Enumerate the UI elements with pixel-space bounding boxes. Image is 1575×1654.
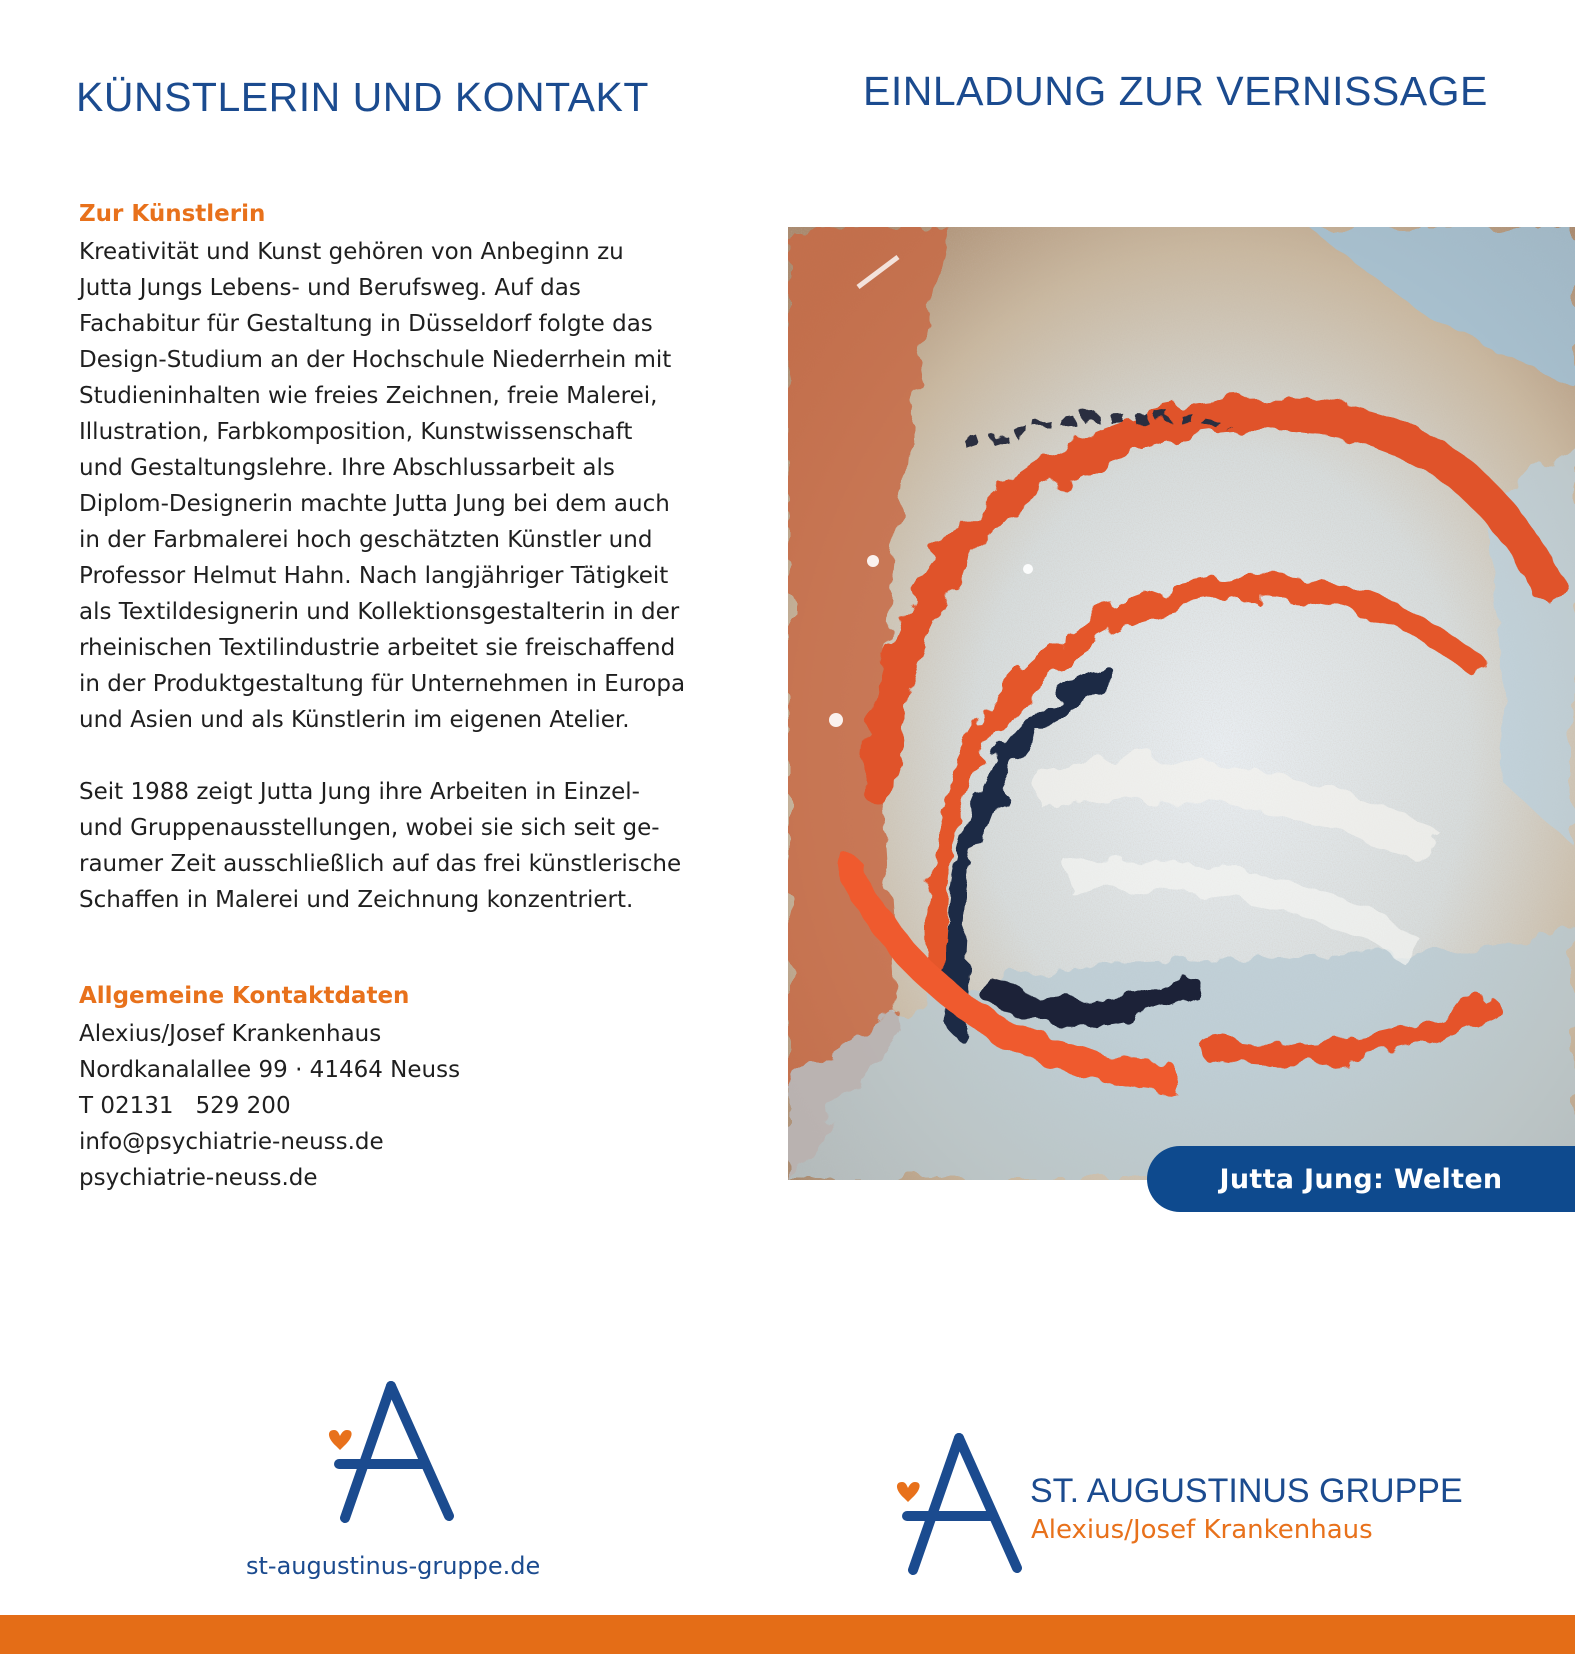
painting-welten [788,227,1575,1180]
artist-bio [79,234,685,738]
bio-line: Professor Helmut Hahn. Nach langjähriger Tätigkeit [79,563,669,589]
exhibition-line: und Gruppenausstellungen, wobei sie sich seit ge- [79,815,660,841]
bio-line: Jutta Jungs Lebens- und Berufsweg. Auf das [79,275,581,301]
bio-line: Design-Studium an der Hochschule Niederrhein mit [79,347,672,373]
bio-line: Fachabitur für Gestaltung in Düsseldorf folgte das [79,311,653,337]
exhibition-text [79,774,681,918]
bio-line: und Asien und als Künstlerin im eigenen Atelier. [79,707,630,733]
left-panel-title: KÜNSTLERIN UND KONTAKT [76,74,649,120]
contact-heading: Allgemeine Kontaktdaten [79,983,410,1009]
exhibition-line: Schaffen in Malerei und Zeichnung konzentriert. [79,887,634,913]
contact-web-link[interactable]: psychiatrie-neuss.de [79,1165,318,1191]
bio-line: und Gestaltungslehre. Ihre Abschlussarbeit als [79,455,615,481]
bio-line: in der Produktgestaltung für Unternehmen in Europa [79,671,686,697]
contact-address: Nordkanalallee 99 · 41464 Neuss [79,1057,461,1083]
bio-line: Studieninhalten wie freies Zeichnen, freie Malerei, [79,383,658,409]
footer-bar [0,1615,1575,1654]
right-panel-title: EINLADUNG ZUR VERNISSAGE [863,68,1488,114]
artist-heading: Zur Künstlerin [79,201,266,227]
augustinus-brand-logo-icon [893,1432,1033,1582]
contact-org: Alexius/Josef Krankenhaus [79,1021,382,1047]
brand-subtitle: Alexius/Josef Krankenhaus [1031,1515,1373,1545]
exhibition-line: raumer Zeit ausschließlich auf das frei künstlerische [79,851,682,877]
website-link[interactable]: st-augustinus-gruppe.de [246,1552,541,1580]
bio-line: Diplom-Designerin machte Jutta Jung bei dem auch [79,491,670,517]
bio-line: als Textildesignerin und Kollektionsgestalterin in der [79,599,680,625]
augustinus-logo-icon [325,1380,465,1530]
bio-line: rheinischen Textilindustrie arbeitet sie freischaffend [79,635,676,661]
painting-caption: Jutta Jung: Welten [1147,1146,1575,1212]
contact-email-link[interactable]: info@psychiatrie-neuss.de [79,1129,384,1155]
bio-line: in der Farbmalerei hoch geschätzten Künstler und [79,527,653,553]
brand-name: ST. AUGUSTINUS GRUPPE [1030,1472,1463,1510]
exhibition-line: Seit 1988 zeigt Jutta Jung ihre Arbeiten in Einzel- [79,779,640,805]
contact-block [79,1016,460,1196]
bio-line: Illustration, Farbkomposition, Kunstwissenschaft [79,419,633,445]
bio-line: Kreativität und Kunst gehören von Anbeginn zu [79,239,624,265]
contact-phone: T 02131 529 200 [79,1093,291,1119]
